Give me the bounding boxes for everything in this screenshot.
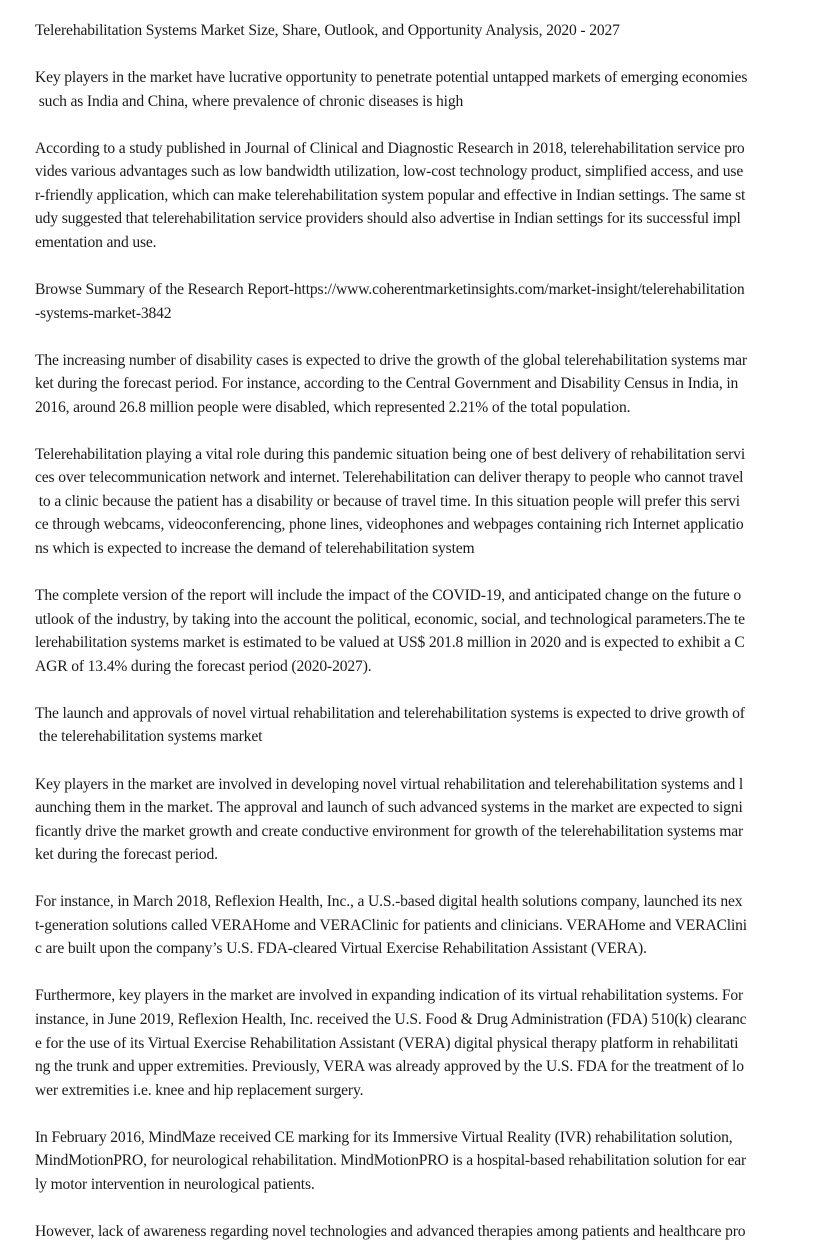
text-line: The launch and approvals of novel virtual rehabilitation and telerehabilitation systems is expected to drive growth of bbox=[35, 704, 745, 722]
text-line: Key players in the market have lucrative opportunity to penetrate potential untapped markets of emerging economies bbox=[35, 69, 748, 87]
text-line: to a clinic because the patient has a disability or because of travel time. In this situation people will prefer this servi bbox=[35, 492, 740, 510]
text-line: The complete version of the report will include the impact of the COVID-19, and anticipated change on the future o bbox=[35, 587, 742, 605]
text-line: AGR of 13.4% during the forecast period (2020-2027). bbox=[35, 657, 372, 675]
paragraph-launch-approvals bbox=[35, 702, 815, 749]
text-line: Telerehabilitation playing a vital role during this pandemic situation being one of best delivery of rehabilitation servi bbox=[35, 445, 745, 463]
text-line: ns which is expected to increase the demand of telerehabilitation system bbox=[35, 540, 475, 558]
paragraph-spacer bbox=[35, 1102, 815, 1126]
text-line: udy suggested that telerehabilitation service providers should also advertise in Indian settings for its successful impl bbox=[35, 210, 741, 228]
text-line: According to a study published in Journal of Clinical and Diagnostic Research in 2018, telerehabilitation service pro bbox=[35, 139, 745, 157]
paragraph-spacer bbox=[35, 678, 815, 702]
paragraph-spacer bbox=[35, 561, 815, 585]
text-line: For instance, in March 2018, Reflexion Health, Inc., a U.S.-based digital health solutions company, launched its nex bbox=[35, 893, 743, 911]
text-line: instance, in June 2019, Reflexion Health, Inc. received the U.S. Food & Drug Administration (FDA) 510(k) clearanc bbox=[35, 1010, 747, 1028]
text-line: aunching them in the market. The approval and launch of such advanced systems in the market are expected to signi bbox=[35, 799, 743, 817]
paragraph-key-players-developing bbox=[35, 773, 815, 867]
text-line: 2016, around 26.8 million people were disabled, which represented 2.21% of the total population. bbox=[35, 398, 631, 416]
text-line: MindMotionPRO, for neurological rehabilitation. MindMotionPRO is a hospital-based rehabilitation solution for ear bbox=[35, 1152, 747, 1170]
text-line: c are built upon the company’s U.S. FDA-cleared Virtual Exercise Rehabilitation Assistant (VERA). bbox=[35, 940, 647, 958]
document-title: Telerehabilitation Systems Market Size, Share, Outlook, and Opportunity Analysis, 2020 - 2027 bbox=[35, 22, 620, 39]
text-line: Key players in the market are involved in developing novel virtual rehabilitation and telerehabilitation systems and l bbox=[35, 775, 744, 793]
paragraph-spacer bbox=[35, 867, 815, 891]
text-line: lerehabilitation systems market is estimated to be valued at US$ 201.8 million in 2020 and is expected to exhibit a C bbox=[35, 634, 745, 652]
text-line: Furthermore, key players in the market are involved in expanding indication of its virtual rehabilitation systems. For bbox=[35, 987, 744, 1005]
paragraph-spacer bbox=[35, 254, 815, 278]
paragraph-study-findings bbox=[35, 137, 815, 255]
paragraph-lack-of-awareness bbox=[35, 1220, 815, 1243]
text-line: ce through webcams, videoconferencing, phone lines, videophones and webpages containing rich Internet applicatio bbox=[35, 516, 744, 534]
text-line: wer extremities i.e. knee and hip replacement surgery. bbox=[35, 1081, 364, 1099]
paragraph-spacer bbox=[35, 113, 815, 137]
text-line: t-generation solutions called VERAHome and VERAClinic for patients and clinicians. VERAHome and VERAClini bbox=[35, 916, 747, 934]
text-line: such as India and China, where prevalence of chronic diseases is high bbox=[35, 92, 464, 110]
paragraph-reflexion-launch bbox=[35, 890, 815, 961]
text-line: vides various advantages such as low bandwidth utilization, low-cost technology product, simplified access, and use bbox=[35, 163, 744, 181]
paragraph-disability-cases bbox=[35, 349, 815, 420]
report-link-line: Browse Summary of the Research Report-https://www.coherentmarketinsights.com/market-insight/telerehabilitation bbox=[35, 281, 745, 299]
paragraph-spacer bbox=[35, 419, 815, 443]
paragraph-spacer bbox=[35, 43, 815, 67]
text-line: ficantly drive the market growth and create conductive environment for growth of the telerehabilitation systems mar bbox=[35, 822, 744, 840]
paragraph-complete-report bbox=[35, 584, 815, 678]
text-line: However, lack of awareness regarding novel technologies and advanced therapies among patients and healthcare pro bbox=[35, 1222, 746, 1240]
text-line: ces over telecommunication network and internet. Telerehabilitation can deliver therapy to people who cannot travel bbox=[35, 469, 744, 487]
text-line: ly motor intervention in neurological patients. bbox=[35, 1175, 315, 1193]
paragraph-spacer bbox=[35, 961, 815, 985]
text-line: The increasing number of disability cases is expected to drive the growth of the global telerehabilitation systems mar bbox=[35, 351, 747, 369]
paragraph-spacer bbox=[35, 325, 815, 349]
paragraph-mindmaze bbox=[35, 1126, 815, 1197]
text-line: ket during the forecast period. bbox=[35, 846, 218, 864]
paragraph-spacer bbox=[35, 1196, 815, 1220]
text-line: e for the use of its Virtual Exercise Rehabilitation Assistant (VERA) digital physical therapy platform in rehabilitati bbox=[35, 1034, 739, 1052]
text-line: In February 2016, MindMaze received CE marking for its Immersive Virtual Reality (IVR) rehabilitation solution, bbox=[35, 1128, 733, 1146]
text-line: the telerehabilitation systems market bbox=[35, 728, 263, 746]
paragraph-browse-summary bbox=[35, 278, 815, 325]
paragraph-fda-clearance bbox=[35, 984, 815, 1102]
text-line: utlook of the industry, by taking into the account the political, economic, social, and technological parameters.The te bbox=[35, 610, 745, 628]
paragraph-spacer bbox=[35, 749, 815, 773]
paragraph-key-players-opportunity bbox=[35, 66, 815, 113]
report-link-line: -systems-market-3842 bbox=[35, 304, 172, 322]
document-page bbox=[35, 19, 815, 1243]
text-line: r-friendly application, which can make telerehabilitation system popular and effective in Indian settings. The same st bbox=[35, 186, 746, 204]
paragraph-pandemic-role bbox=[35, 443, 815, 561]
text-line: ementation and use. bbox=[35, 233, 157, 251]
text-line: ng the trunk and upper extremities. Previously, VERA was already approved by the U.S. FDA for the treatment of lo bbox=[35, 1058, 744, 1076]
text-line: ket during the forecast period. For instance, according to the Central Government and Disability Census in India, in bbox=[35, 375, 739, 393]
